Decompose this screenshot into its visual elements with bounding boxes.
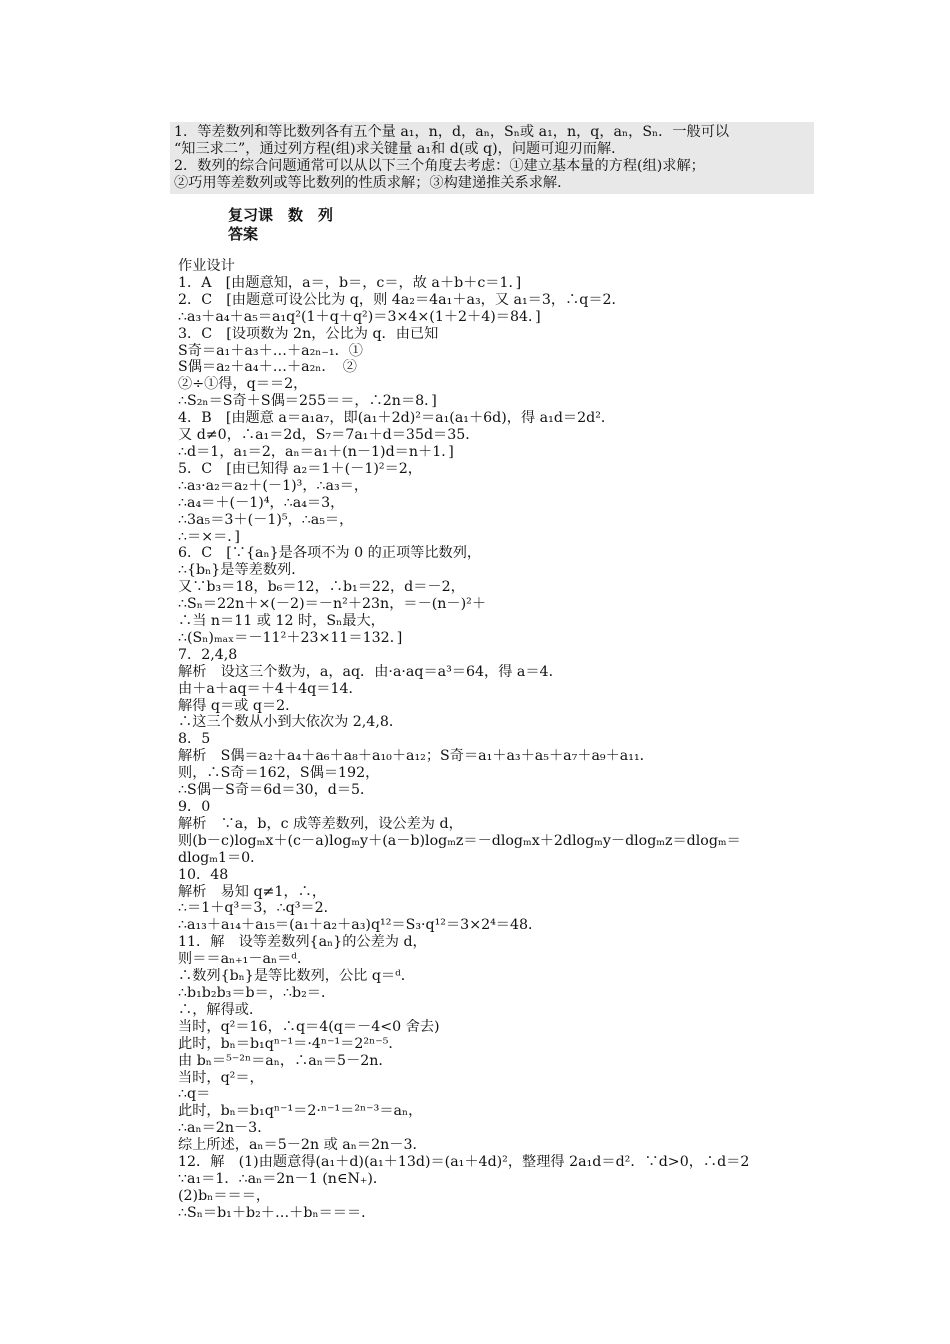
text-line: 此时，bₙ＝b₁qⁿ⁻¹＝·4ⁿ⁻¹＝2²ⁿ⁻⁵． <box>178 1035 403 1052</box>
text-line: ∴＝1＋q³＝3，∴q³＝2． <box>178 900 338 917</box>
text-line: 则，∴S奇＝162，S偶＝192， <box>178 765 380 782</box>
text-line: 当时，q²＝， <box>178 1069 264 1086</box>
text-line: 综上所述，aₙ＝5－2n 或 aₙ＝2n－3． <box>178 1137 427 1154</box>
text-line: ∵a₁＝1．∴aₙ＝2n－1 (n∈N₊)． <box>178 1170 388 1187</box>
text-line: ∴Sₙ＝b₁＋b₂＋…＋bₙ＝＝＝． <box>178 1204 376 1221</box>
text-line: (2)bₙ＝＝＝， <box>178 1187 271 1204</box>
text-line: 解析 ∵a，b，c 成等差数列，设公差为 d， <box>178 815 463 832</box>
text-line: 则(b－c)logₘx＋(c－a)logₘy＋(a－b)logₘz＝－dlogₘx＋2dlogₘy－dlogₘz＝dlogₘ＝ <box>178 832 741 849</box>
text-line: 7．2,4,8 <box>178 646 238 663</box>
text-line: ∴a₃＋a₄＋a₅＝a₁q²(1＋q＋q²)＝3×4×(1＋2＋4)＝84．] <box>178 308 541 325</box>
text-line: ∴d＝1，a₁＝2，aₙ＝a₁＋(n－1)d＝n＋1．] <box>178 443 454 460</box>
summary-line: “知三求二”，通过列方程(组)求关键量 a₁和 d(或 q)，问题可迎刃而解． <box>174 141 626 157</box>
section-title: 复习课 数 列 <box>228 206 334 224</box>
text-line: 5．C [由已知得 a₂＝1＋(－1)²＝2， <box>178 460 422 477</box>
text-line: 8．5 <box>178 731 211 748</box>
text-line: 3．C [设项数为 2n，公比为 q．由已知 <box>178 325 439 342</box>
text-line: ∴这三个数从小到大依次为 2,4,8． <box>178 714 404 731</box>
text-line: ∴aₙ＝2n－3． <box>178 1120 272 1137</box>
text-line: 当时，q²＝16，∴q＝4(q＝－4<0 舍去) <box>178 1018 440 1035</box>
text-line: 由 bₙ＝⁵⁻²ⁿ＝aₙ，∴aₙ＝5－2n． <box>178 1052 393 1069</box>
summary-box <box>170 122 814 194</box>
text-line: 解析 设这三个数为，a，aq．由·a·aq＝a³＝64，得 a＝4． <box>178 663 563 680</box>
text-line: 10．48 <box>178 866 229 883</box>
text-line: 作业设计 <box>178 258 235 274</box>
text-line: 4．B [由题意 a＝a₁a₇，即(a₁＋2d)²＝a₁(a₁＋6d)，得 a₁d＝2d²． <box>178 410 616 427</box>
answer-heading: 答案 <box>228 225 259 243</box>
text-line: 6．C [∵{aₙ}是各项不为 0 的正项等比数列， <box>178 545 482 562</box>
text-line: S偶＝a₂＋a₄＋…＋a₂ₙ． ② <box>178 359 357 376</box>
text-line: ∴当 n＝11 或 12 时，Sₙ最大， <box>178 613 385 630</box>
title-block <box>228 206 333 244</box>
text-line: ∴a₃·a₂＝a₂＋(－1)³，∴a₃＝， <box>178 477 369 494</box>
text-line: ∴S₂ₙ＝S奇＋S偶＝255＝＝，∴2n＝8．] <box>178 393 437 410</box>
text-line: ∴＝×＝．] <box>178 528 240 545</box>
text-line: ∴Sₙ＝22n＋×(－2)＝－n²＋23n，＝－(n－)²＋ <box>178 596 487 613</box>
text-line: ∴(Sₙ)ₘₐₓ＝－11²＋23×11＝132．] <box>178 629 403 646</box>
text-line: ∴数列{bₙ}是等比数列，公比 q＝ᵈ． <box>178 968 415 985</box>
text-line: 又∵b₃＝18，b₆＝12，∴b₁＝22，d＝－2， <box>178 579 465 596</box>
text-line: 由＋a＋aq＝＋4＋4q＝14． <box>178 680 363 697</box>
text-line: 解得 q＝或 q＝2． <box>178 697 300 714</box>
text-line: 9．0 <box>178 799 211 815</box>
text-line: S奇＝a₁＋a₃＋…＋a₂ₙ₋₁．① <box>178 342 363 359</box>
text-line: ∴b₁b₂b₃＝b＝，∴b₂＝． <box>178 984 336 1001</box>
text-line: ∴q＝ <box>178 1086 211 1103</box>
text-line: 11．解 设等差数列{aₙ}的公差为 d， <box>178 934 427 951</box>
text-line: dlogₘ1＝0． <box>178 849 265 866</box>
text-line: 解析 S偶＝a₂＋a₄＋a₆＋a₈＋a₁₀＋a₁₂；S奇＝a₁＋a₃＋a₅＋a₇＋a₉＋a₁₁． <box>178 748 654 765</box>
text-line: 解析 易知 q≠1，∴， <box>178 883 327 900</box>
text-line: 2．C [由题意可设公比为 q，则 4a₂＝4a₁＋a₃，又 a₁＝3，∴q＝2． <box>178 291 626 308</box>
text-line: ∴3a₅＝3＋(－1)⁵，∴a₅＝， <box>178 511 354 528</box>
text-line: 则＝＝aₙ₊₁－aₙ＝ᵈ． <box>178 951 312 968</box>
summary-line: 1．等差数列和等比数列各有五个量 a₁，n，d，aₙ，Sₙ或 a₁，n，q，aₙ，Sₙ．一般可以 <box>174 124 730 140</box>
text-line: ∴S偶－S奇＝6d＝30，d＝5． <box>178 782 375 799</box>
text-line: ②÷①得，q＝＝2， <box>178 376 308 393</box>
text-line: 12．解 (1)由题意得(a₁＋d)(a₁＋13d)＝(a₁＋4d)²，整理得 2a₁d＝d²．∵d>0，∴d＝2 <box>178 1154 750 1171</box>
summary-line: 2．数列的综合问题通常可以从以下三个角度去考虑：①建立基本量的方程(组)求解； <box>174 158 705 174</box>
text-line: 1．A [由题意知，a＝，b＝，c＝，故 a＋b＋c＝1．] <box>178 274 522 291</box>
text-line: ∴，解得或． <box>178 1001 264 1018</box>
text-line: 又 d≠0，∴a₁＝2d，S₇＝7a₁＋d＝35d＝35． <box>178 427 480 444</box>
summary-line: ②巧用等差数列或等比数列的性质求解；③构建递推关系求解． <box>174 175 572 191</box>
text-line: ∴a₁₃＋a₁₄＋a₁₅＝(a₁＋a₂＋a₃)q¹²＝S₃·q¹²＝3×2⁴＝48． <box>178 917 543 934</box>
answer-content <box>178 258 806 1222</box>
text-line: 此时，bₙ＝b₁qⁿ⁻¹＝2·ⁿ⁻¹＝²ⁿ⁻³＝aₙ， <box>178 1103 423 1120</box>
text-line: ∴{bₙ}是等差数列． <box>178 562 306 579</box>
text-line: ∴a₄＝＋(－1)⁴，∴a₄＝3， <box>178 494 345 511</box>
